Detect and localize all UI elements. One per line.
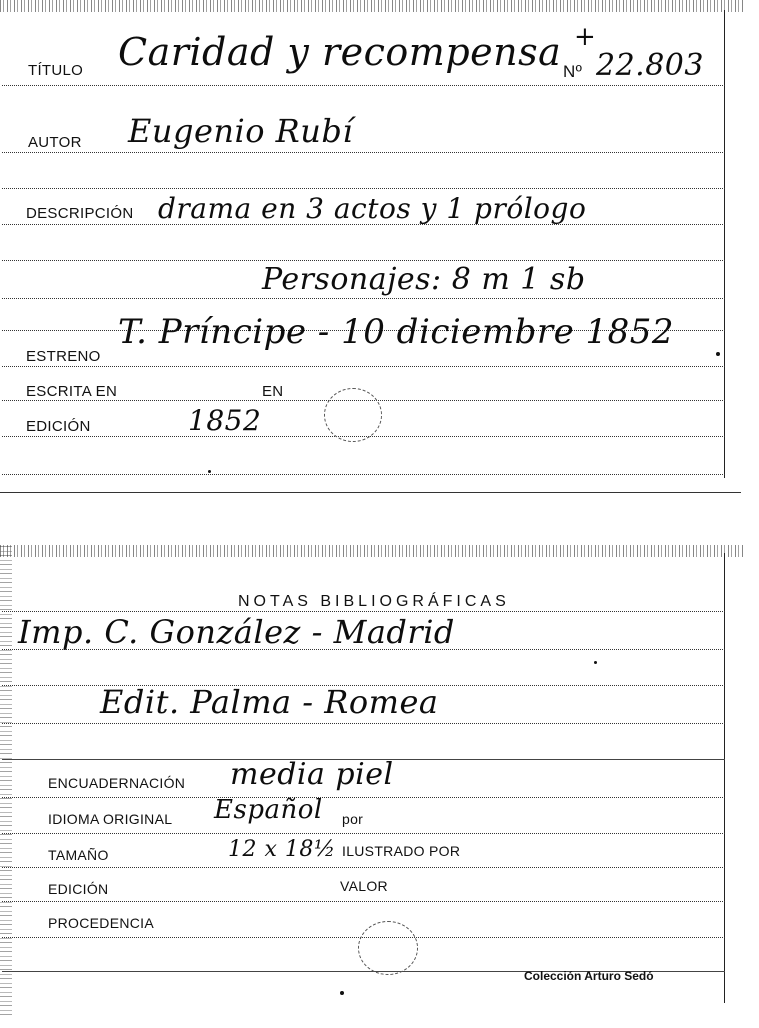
- rule-line: [2, 152, 725, 153]
- card-right-border: [724, 553, 725, 1003]
- autor-value: Eugenio Rubí: [128, 112, 354, 150]
- front-index-card: [0, 0, 745, 490]
- procedencia-label: PROCEDENCIA: [48, 915, 154, 931]
- rule-line: [2, 260, 725, 261]
- rule-line: [2, 85, 725, 86]
- scan-edge-left: [0, 545, 12, 1015]
- nota-line-1: Imp. C. González - Madrid: [18, 613, 455, 651]
- card-right-border: [724, 10, 725, 478]
- scan-edge-top: [0, 545, 745, 557]
- en-label: EN: [262, 383, 284, 400]
- por-label: por: [342, 811, 364, 827]
- edicion-label: EDICIÓN: [26, 418, 91, 435]
- ink-speck: [716, 352, 720, 356]
- encuadernacion-label: ENCUADERNACIÓN: [48, 775, 186, 791]
- autor-label: AUTOR: [28, 134, 82, 151]
- titulo-label: TÍTULO: [28, 62, 84, 79]
- rule-line: [2, 298, 725, 299]
- rule-line: [2, 723, 725, 724]
- rule-line: [2, 611, 725, 612]
- rule-line: [2, 833, 725, 834]
- ink-speck: [594, 661, 597, 664]
- idioma-value: Español: [214, 795, 323, 825]
- rule-line: [2, 188, 725, 189]
- numero-label: Nº: [563, 62, 583, 81]
- idioma-label: IDIOMA ORIGINAL: [48, 811, 173, 827]
- ink-speck: [340, 991, 344, 995]
- numero-plus: +: [574, 22, 597, 52]
- personajes-value: Personajes: 8 m 1 sb: [262, 262, 586, 297]
- nota-line-2: Edit. Palma - Romea: [100, 683, 439, 721]
- scan-edge-top: [0, 0, 745, 12]
- estreno-label: ESTRENO: [26, 348, 101, 365]
- escrita-label: ESCRITA EN: [26, 383, 118, 400]
- rule-line: [2, 797, 725, 798]
- ink-speck: [208, 470, 211, 473]
- tamano-label: TAMAÑO: [48, 847, 109, 863]
- card-separator-line: [0, 492, 741, 493]
- edicion-value: 1852: [188, 404, 262, 437]
- rule-line: [2, 867, 725, 868]
- encuadernacion-value: media piel: [230, 757, 394, 792]
- descripcion-value: drama en 3 actos y 1 prólogo: [158, 192, 587, 225]
- coleccion-credit: Colección Arturo Sedó: [524, 969, 654, 983]
- titulo-value: Caridad y recompensa: [118, 30, 562, 74]
- tamano-value: 12 x 18½: [228, 837, 336, 862]
- rule-line: [2, 474, 725, 475]
- stamp-mark: [358, 921, 418, 975]
- back-index-card: [0, 545, 745, 1015]
- stamp-mark: [324, 388, 382, 442]
- estreno-value: T. Príncipe - 10 diciembre 1852: [118, 312, 675, 352]
- rule-line: [2, 901, 725, 902]
- rule-line: [2, 366, 725, 367]
- notas-heading: NOTAS BIBLIOGRÁFICAS: [238, 593, 510, 610]
- numero-value: 22.803: [596, 48, 704, 83]
- edicion-back-label: EDICIÓN: [48, 881, 109, 897]
- valor-label: VALOR: [340, 878, 388, 894]
- ilustrado-label: ILUSTRADO POR: [342, 843, 461, 859]
- descripcion-label: DESCRIPCIÓN: [26, 205, 134, 222]
